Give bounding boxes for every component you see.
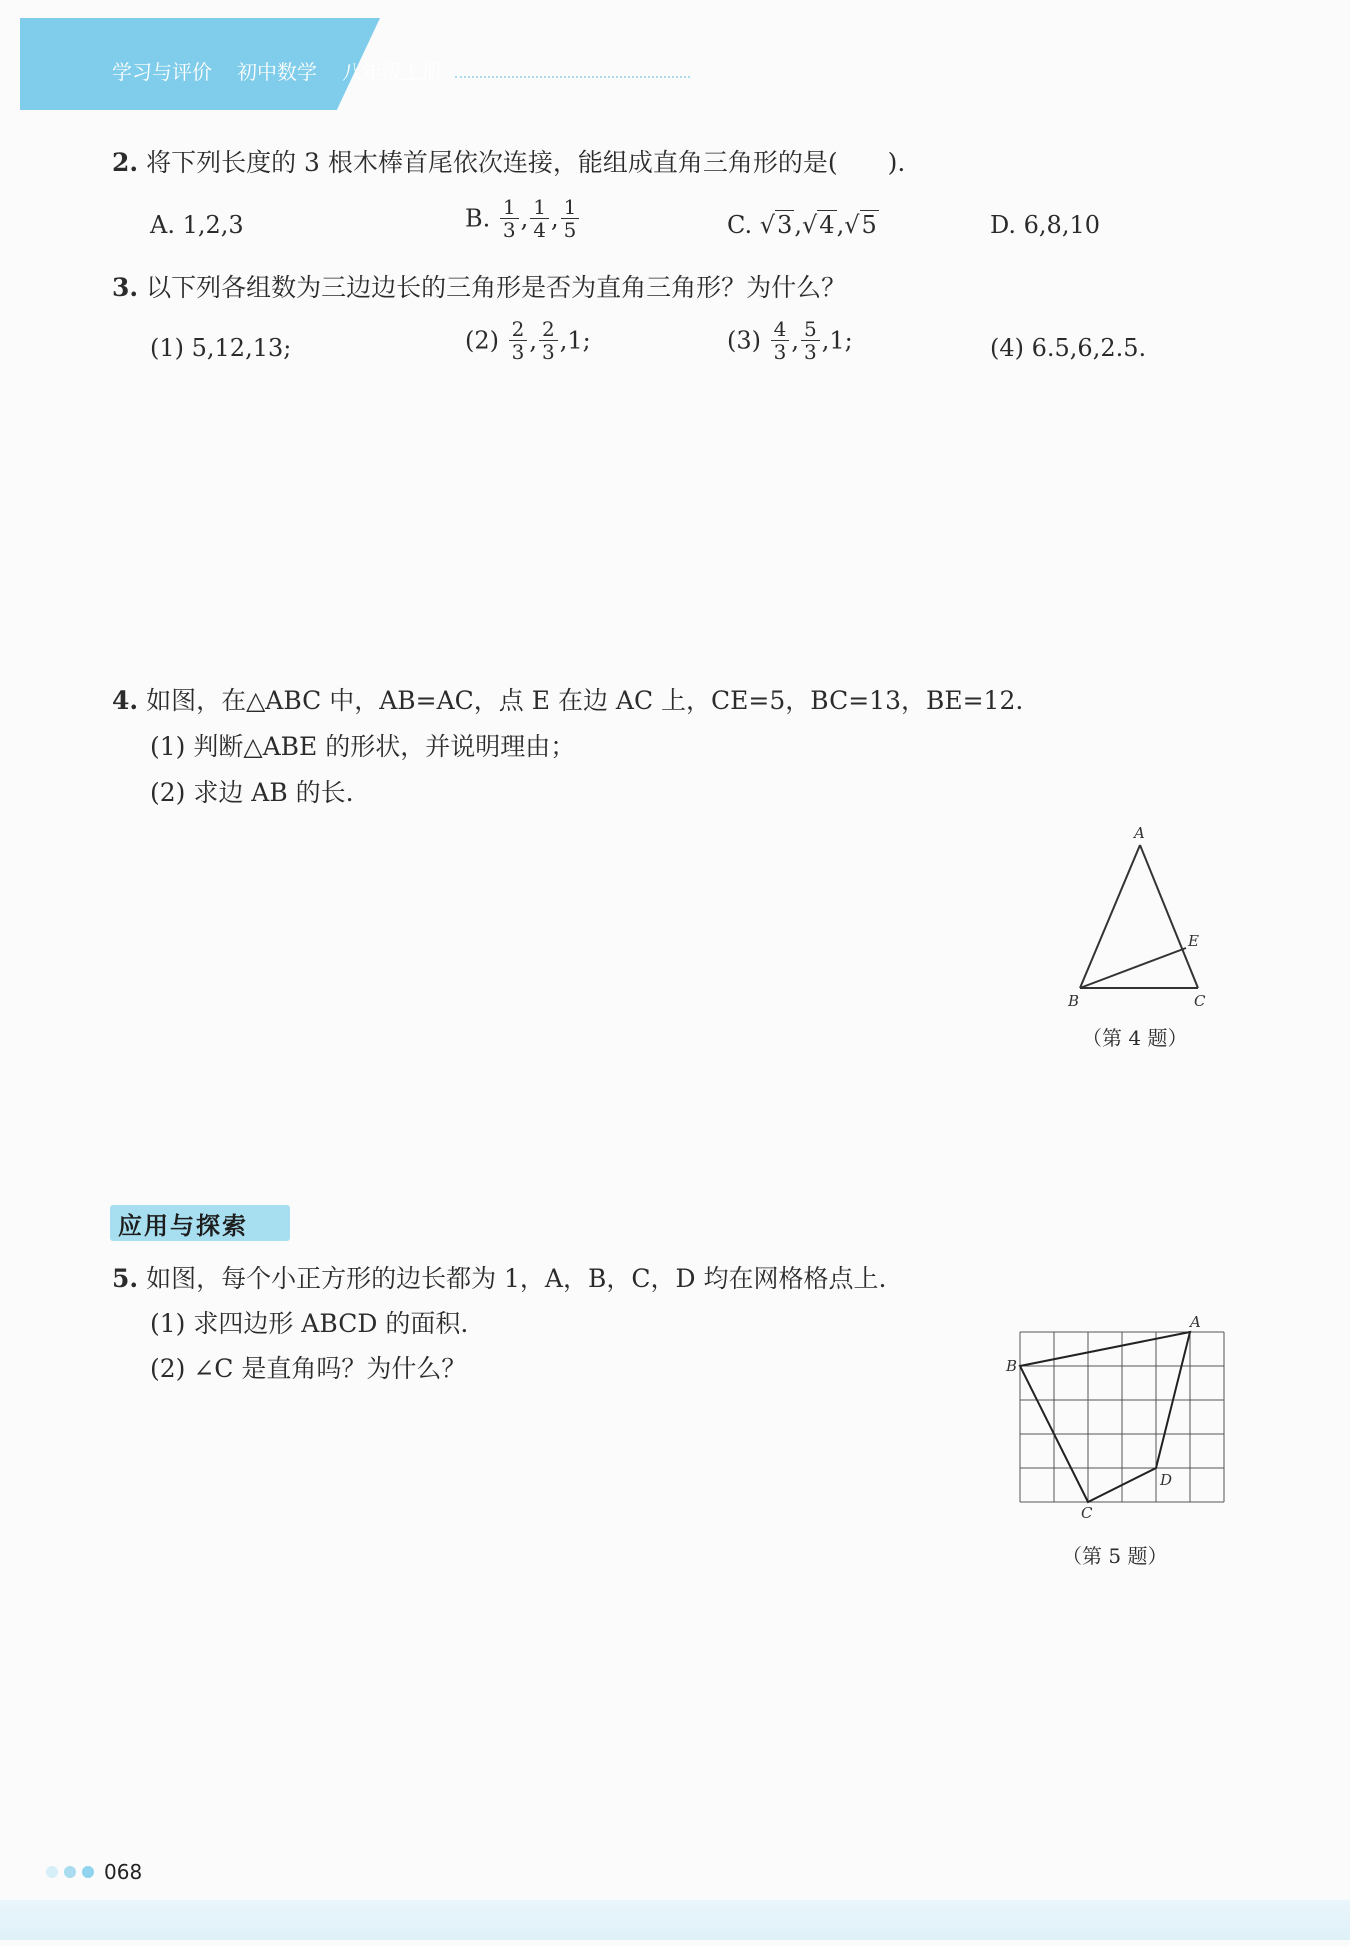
fraction <box>561 196 580 241</box>
square-root: √3 <box>759 211 793 239</box>
item-4: (4) 6.5,6,2.5. <box>990 334 1147 362</box>
vertex-label-b: B <box>1068 992 1080 1010</box>
denominator: 4 <box>533 218 547 242</box>
question-text: 如图，每个小正方形的边长都为 1，A，B，C，D 均在网格格点上. <box>146 1264 887 1293</box>
option-c: C. √3,√4,√5 <box>727 211 877 239</box>
point-label-e: E <box>1188 932 1199 950</box>
point-label-b: B <box>1006 1357 1018 1375</box>
fraction <box>509 318 528 363</box>
item-tail: ,1; <box>559 326 591 355</box>
question-text: 如图，在△ABC 中，AB=AC，点 E 在边 AC 上，CE=5，BC=13，BE=12. <box>146 686 1024 715</box>
figure-4-caption: （第 4 题） <box>1082 1026 1188 1050</box>
denominator: 3 <box>804 340 817 364</box>
vertex-label-a: A <box>1134 824 1145 842</box>
numerator: 4 <box>771 318 790 341</box>
question-text: 以下列各组数为三边边长的三角形是否为直角三角形？为什么？ <box>146 273 847 302</box>
question-number: 3. <box>112 273 139 302</box>
denominator: 3 <box>502 218 516 242</box>
footer-band <box>0 1900 1350 1940</box>
question-2 <box>112 148 905 178</box>
footer-dot <box>46 1866 58 1878</box>
header-subject: 初中数学 <box>237 60 317 84</box>
point-label-c: C <box>1081 1504 1093 1520</box>
option-b: B. $\frac{1}{3}$ , $\frac{1}{4}$ , $\frac{1}{5}$ <box>465 196 581 241</box>
figure-5-caption: （第 5 题） <box>1062 1544 1168 1568</box>
question-number: 5. <box>112 1264 139 1293</box>
option-text: 1,2,3 <box>182 211 244 239</box>
numerator: 2 <box>539 318 558 341</box>
denominator: 3 <box>542 340 555 364</box>
square-root: √5 <box>844 211 877 239</box>
option-label: A. <box>150 211 175 239</box>
footer-dot <box>82 1866 94 1878</box>
square-root: √4 <box>802 211 835 239</box>
radicand: 4 <box>819 211 835 239</box>
item-2: (2) $\frac{2}{3}$ , $\frac{2}{3}$ ,1; <box>465 317 591 364</box>
question-text: 将下列长度的 3 根木棒首尾依次连接，能组成直角三角形的是( ). <box>146 148 906 177</box>
item-label: (2) <box>465 326 499 355</box>
question-5-part-2: (2) ∠C 是直角吗？为什么？ <box>150 1354 467 1383</box>
numerator: 5 <box>801 318 820 341</box>
footer-dot <box>64 1866 76 1878</box>
vertex-label-c: C <box>1194 992 1206 1010</box>
option-label: D. <box>990 211 1017 239</box>
radicand: 3 <box>777 211 793 239</box>
denominator: 3 <box>773 340 787 364</box>
question-4-part-1: (1) 判断△ABE 的形状，并说明理由； <box>150 732 576 761</box>
question-4 <box>112 686 1023 716</box>
option-a <box>150 210 244 240</box>
question-number: 4. <box>112 686 139 715</box>
numerator: 1 <box>561 196 580 219</box>
radicand: 5 <box>861 211 877 239</box>
item-3: (3) $\frac{4}{3}$ , $\frac{5}{3}$ ,1; <box>727 317 853 364</box>
item-label: (3) <box>727 326 761 355</box>
grid-figure <box>1000 1310 1240 1520</box>
option-text: 6,8,10 <box>1023 211 1100 239</box>
triangle-figure <box>1060 820 1220 1020</box>
header-divider <box>455 76 690 78</box>
question-3 <box>112 273 846 303</box>
page-number: 068 <box>104 1860 143 1884</box>
option-label: C. <box>727 211 753 239</box>
denominator: 5 <box>563 218 577 242</box>
fraction <box>539 318 558 363</box>
item-1: (1) 5,12,13; <box>150 334 292 362</box>
point-label-a: A <box>1190 1313 1201 1331</box>
item-tail: ,1; <box>821 326 853 355</box>
fraction <box>530 196 549 241</box>
question-5 <box>112 1264 886 1294</box>
fraction <box>801 318 820 363</box>
numerator: 1 <box>500 196 519 219</box>
numerator: 1 <box>530 196 549 219</box>
fraction <box>771 318 790 363</box>
option-label: B. <box>465 204 491 233</box>
header-grade: 八年级上册 <box>342 60 442 84</box>
header-book: 学习与评价 <box>112 60 212 84</box>
question-5-part-1: (1) 求四边形 ABCD 的面积. <box>150 1309 469 1338</box>
question-4-part-2: (2) 求边 AB 的长. <box>150 778 354 807</box>
fraction <box>500 196 519 241</box>
option-d <box>990 210 1100 240</box>
numerator: 2 <box>509 318 528 341</box>
question-number: 2. <box>112 148 139 177</box>
point-label-d: D <box>1160 1471 1173 1489</box>
denominator: 3 <box>511 340 525 364</box>
section-heading: 应用与探索 <box>118 1212 248 1240</box>
